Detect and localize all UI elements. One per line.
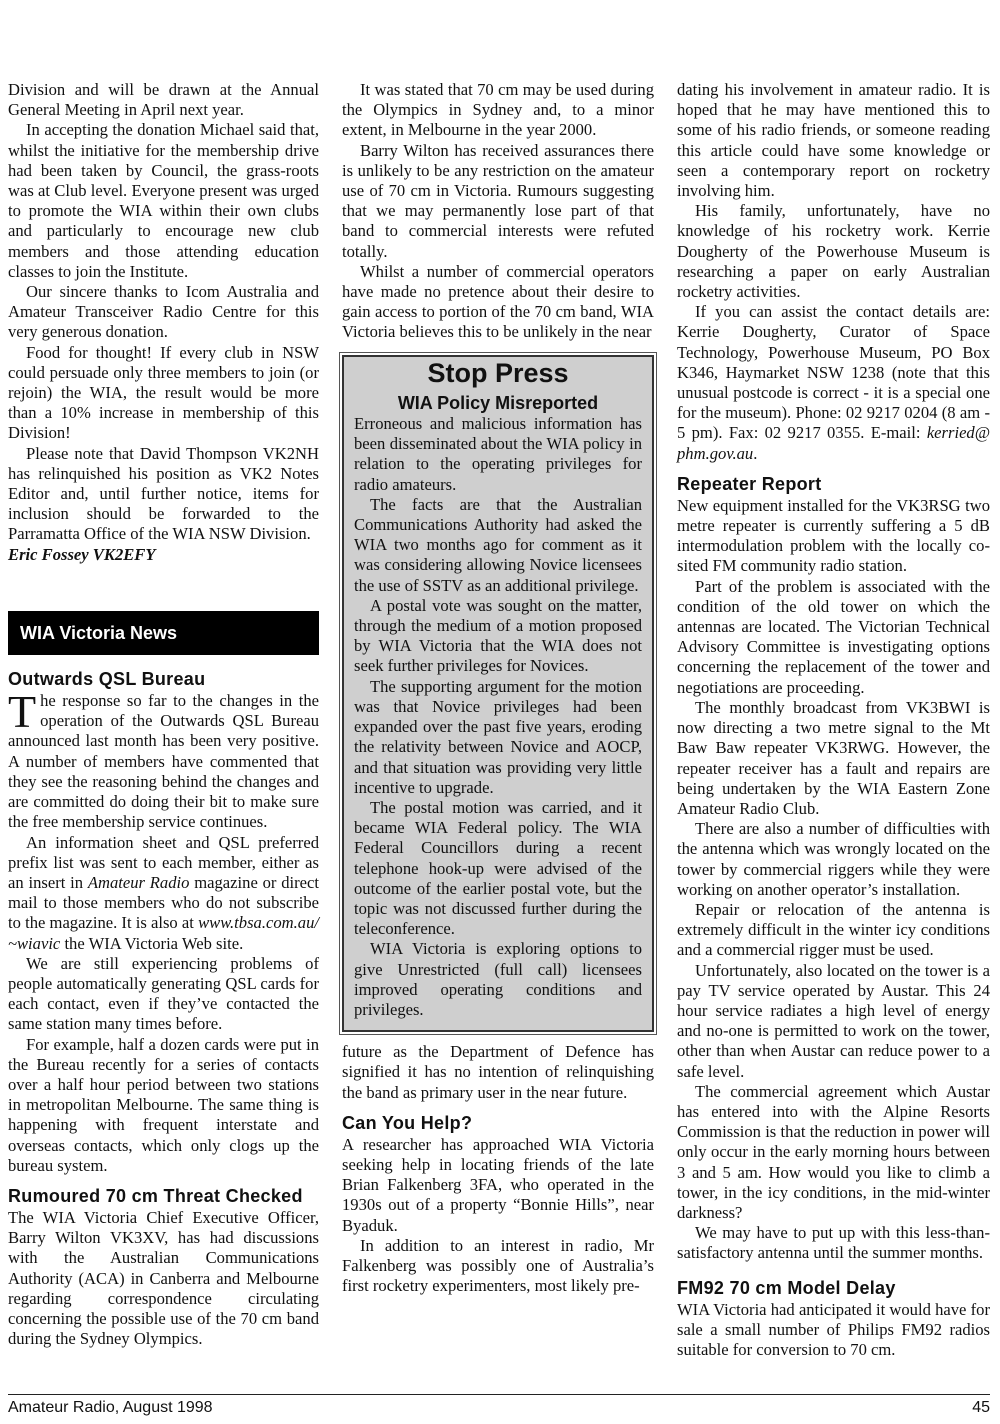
- paragraph: Please note that David Thompson VK2NH has relinquished his position as VK2 Notes Editor and, until further notice, items for inclusion should be forwarded to the Parramatta Office of the WIA NSW Division.: [8, 443, 319, 544]
- article-heading: Repeater Report: [677, 473, 822, 494]
- paragraph: The monthly broadcast from VK3BWI is now directing a two metre signal to the Mt Baw Baw repeater VK3RWG. However, the repeater receiver has a fault and repairs are being undertaken by the WIA Eastern Zone Amateur Radio Club.: [677, 697, 990, 818]
- page-number: 45: [972, 1399, 990, 1416]
- stop-press-title: Stop Press: [427, 357, 569, 388]
- paragraph: WIA Victoria is exploring options to give Unrestricted (full call) licensees improved operating conditions and privileges.: [354, 939, 642, 1019]
- paragraph: The supporting argument for the motion was that Novice privileges had been expanded over the past five years, eroding the relativity between Novice and AOCP, and that situation was providing very little incentive to upgrade.: [354, 676, 642, 797]
- paragraph: We may have to put up with this less-than-satisfactory antenna until the summer months.: [677, 1223, 990, 1263]
- paragraph: dating his involvement in amateur radio. It is hoped that he may have mentioned this to some of his radio friends, or someone reading this article could have some knowledge or seen a contemporary report on rocketry involving him.: [677, 80, 990, 201]
- stop-press-box: [342, 355, 654, 1033]
- website-url: www.tbsa.com.au/ ~wiavic: [8, 913, 319, 953]
- paragraph: Unfortunately, also located on the tower is a pay TV service operated by Austar. This 24 hour service radiates a high level of energy and no-one is permitted to work on the tower, other than when Austar can reduce power to a safe level.: [677, 960, 990, 1081]
- paragraph: An information sheet and QSL preferred prefix list was sent to each member, either as an insert in Amateur Radio magazine or direct mail to those members who do not subscribe to the magazine. It is also at www.tbsa.com.au/ ~wiavic the WIA Victoria Web site.: [8, 832, 319, 953]
- paragraph: The response so far to the changes in the operation of the Outwards QSL Bureau announced last month has been very positive. A number of members have commented that they see the reasoning behind the changes and are committed do doing their bit to make sure the free membership service continues.: [8, 686, 319, 832]
- author-byline: Eric Fossey VK2EFY: [8, 544, 156, 564]
- paragraph: In accepting the donation Michael said that, whilst the initiative for the membership drive had been taken by Council, the grass-roots was at Club level. Everyone present was urged to promote the WIA within their own clubs and particularly to encourage new club members and those attending education classes to join the Institute.: [8, 120, 319, 281]
- paragraph: Barry Wilton has received assurances there is unlikely to be any restriction on the amateur use of 70 cm in Victoria. Rumours suggesting that we may permanently lose part of that band to commercial interests were refuted totally.: [342, 140, 654, 261]
- article-heading: Can You Help?: [342, 1112, 473, 1133]
- paragraph: If you can assist the contact details are: Kerrie Dougherty, Curator of Space Technology, Powerhouse Museum, PO Box K346, Haymarket NSW 1238 (note that this unusual postcode is correct - it is a special one for the museum). Phone: 02 9217 0204 (8 am - 5 pm). Fax: 02 9217 0355. E-mail: kerried@ phm.gov.au.: [677, 302, 990, 463]
- paragraph: In addition to an interest in radio, Mr Falkenberg was possibly one of Australia’s first rocketry experimenters, most likely pre-: [342, 1235, 654, 1296]
- paragraph: A postal vote was sought on the matter, through the medium of a motion proposed by WIA Victoria that the WIA does not seek further privileges for Novices.: [354, 595, 642, 676]
- paragraph: Erroneous and malicious information has been disseminated about the WIA policy in relation to the operating privileges for radio amateurs.: [354, 414, 642, 494]
- paragraph: The postal motion was carried, and it became WIA Federal policy. The WIA Federal Councillors during a recent telephone hook-up were advised of the outcome of the earlier postal vote, but the topic was not discussed further during the teleconference.: [354, 797, 642, 939]
- column-1: [8, 80, 319, 1349]
- paragraph: future as the Department of Defence has signified it has no intention of relinquishing the band as primary user in the near future.: [342, 1042, 654, 1102]
- paragraph: WIA Victoria had anticipated it would have for sale a small number of Philips FM92 radios suitable for conversion to 70 cm.: [677, 1299, 990, 1359]
- paragraph: The facts are that the Australian Communications Authority had asked the WIA two months ago for comment as it was considering allowing Novice licensees the use of SSTV as an additional privilege.: [354, 494, 642, 595]
- paragraph: His family, unfortunately, have no knowledge of his rocketry work. Kerrie Dougherty of the Powerhouse Museum is researching a paper on early Australian rocketry activities.: [677, 201, 990, 302]
- paragraph: Food for thought! If every club in NSW could persuade only three members to join (or rejoin) the WIA, the result would be more than a 10% increase in membership of this Division!: [8, 342, 319, 443]
- email-address: kerried@ phm.gov.au: [677, 423, 990, 463]
- article-heading: Outwards QSL Bureau: [8, 669, 206, 690]
- publication-info: Amateur Radio, August 1998: [8, 1399, 213, 1416]
- paragraph: It was stated that 70 cm may be used during the Olympics in Sydney and, to a minor extent, in Melbourne in the year 2000.: [342, 80, 654, 140]
- paragraph: The WIA Victoria Chief Executive Officer, Barry Wilton VK3XV, has had discussions with the Australian Communications Authority (ACA) in Canberra and Melbourne regarding correspondence circulating concerning the possible use of the 70 cm band during the Sydney Olympics.: [8, 1207, 319, 1349]
- drop-cap: T: [8, 686, 37, 738]
- paragraph: The commercial agreement which Austar has entered into with the Alpine Resorts Commission is that the reduction in power will only occur in the early morning hours between 3 and 5 am. How would you like to climb a tower, in the icy conditions, in the mid-winter darkness?: [677, 1081, 990, 1222]
- paragraph: Division and will be drawn at the Annual General Meeting in April next year.: [8, 80, 319, 120]
- article-heading: Rumoured 70 cm Threat Checked: [8, 1185, 303, 1206]
- column-2: [342, 80, 654, 1296]
- column-3: [677, 80, 990, 1360]
- paragraph: We are still experiencing problems of people automatically generating QSL cards for each contact, even if they’ve contacted the same station many times before.: [8, 953, 319, 1034]
- paragraph: For example, half a dozen cards were put in the Bureau recently for a series of contacts over a half hour period between two stations in metropolitan Melbourne. The same thing is happening with frequent interstate and overseas contacts, which only clogs up the bureau system.: [8, 1034, 319, 1175]
- section-banner: WIA Victoria News: [8, 611, 319, 655]
- paragraph: New equipment installed for the VK3RSG two metre repeater is currently suffering a 5 dB intermodulation problem with the locally co-sited FM community radio station.: [677, 495, 990, 576]
- stop-press-subtitle: WIA Policy Misreported: [397, 392, 599, 413]
- paragraph: Our sincere thanks to Icom Australia and Amateur Transceiver Radio Centre for this very generous donation.: [8, 282, 319, 342]
- paragraph: A researcher has approached WIA Victoria seeking help in locating friends of the late Brian Falkenberg 3FA, who operated in the 1930s out of a property “Bonnie Hills”, near Byaduk.: [342, 1134, 654, 1235]
- paragraph: Repair or relocation of the antenna is extremely difficult in the winter icy conditions and a commercial rigger must be used.: [677, 899, 990, 960]
- paragraph: There are also a number of difficulties with the antenna which was wrongly located on the tower by commercial riggers while they were working on another operator’s installation.: [677, 819, 990, 899]
- article-heading: FM92 70 cm Model Delay: [677, 1277, 896, 1298]
- paragraph: Whilst a number of commercial operators have made no pretence about their desire to gain access to portion of the 70 cm band, WIA Victoria believes this to be unlikely in the near: [342, 261, 654, 342]
- page-footer: [8, 1394, 990, 1417]
- paragraph: Part of the problem is associated with the condition of the old tower on which the antennas are located. The Victorian Technical Advisory Committee is investigating options concerning the replacement of the tower and negotiations are proceeding.: [677, 576, 990, 697]
- magazine-name: Amateur Radio: [87, 872, 190, 892]
